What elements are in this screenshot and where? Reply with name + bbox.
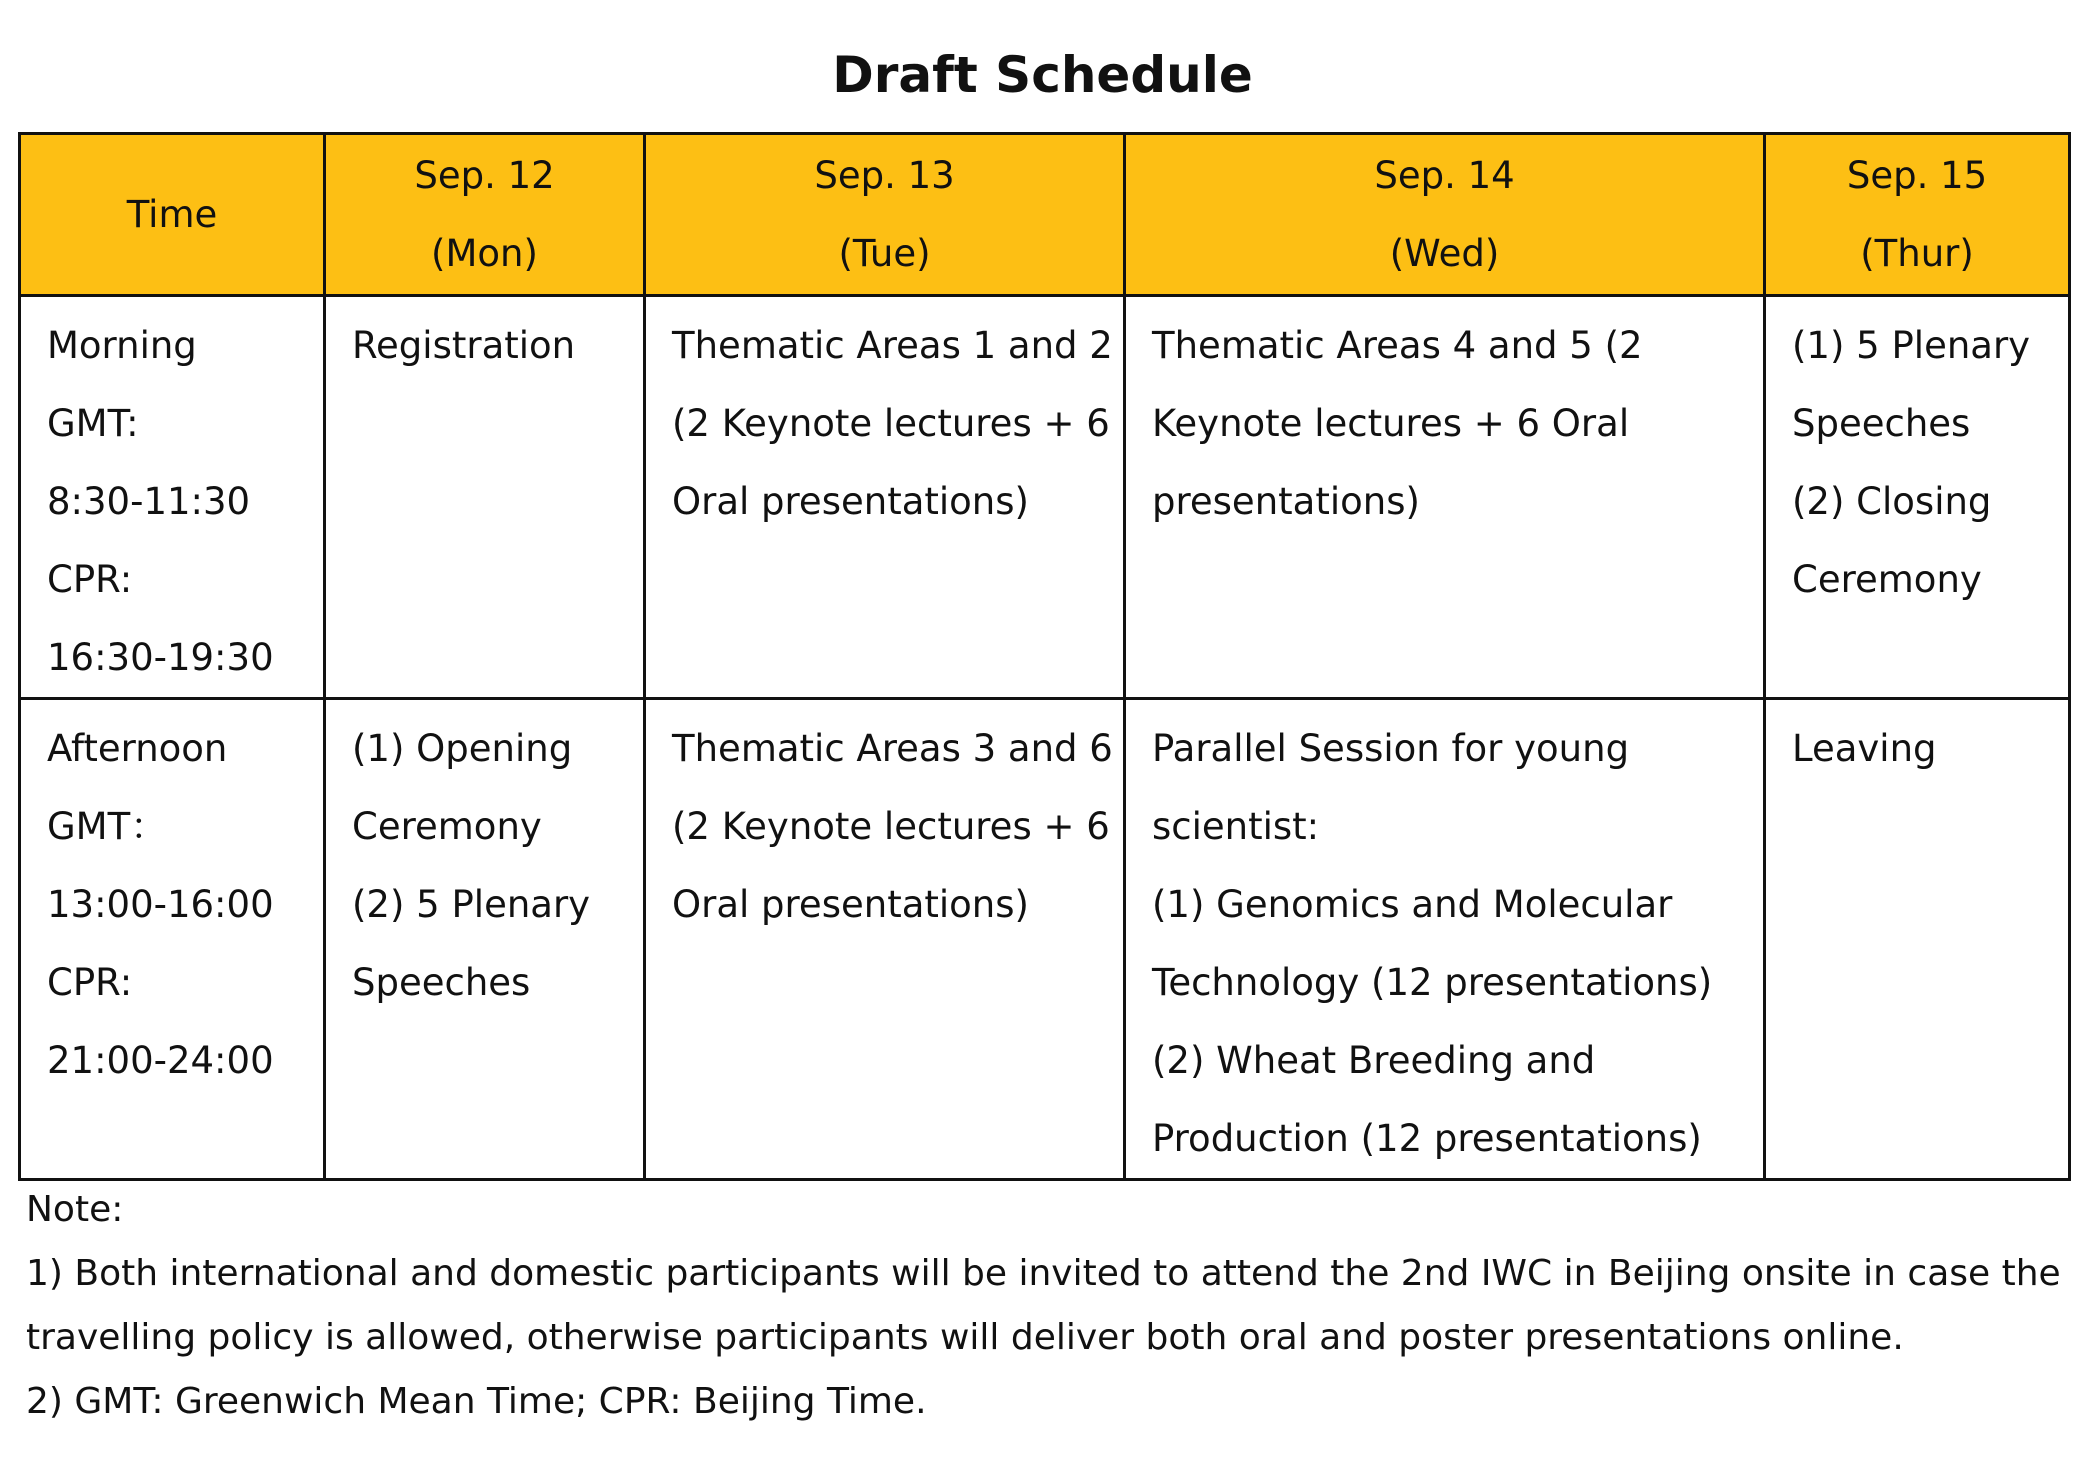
header-day-date: Sep. 13 — [814, 153, 955, 197]
note-line: travelling policy is allowed, otherwise participants will deliver both oral and poster presentations online. — [26, 1317, 1904, 1358]
cell-line: (1) Genomics and Molecular — [1152, 883, 1673, 926]
morning-sep13-cell — [645, 296, 1125, 699]
cell-line: (1) Opening — [352, 727, 573, 770]
header-day-date: Sep. 15 — [1846, 153, 1988, 197]
time-line: 8:30-11:30 — [47, 480, 251, 523]
afternoon-sep15-cell — [1765, 699, 2070, 1180]
cell-line: scientist: — [1152, 805, 1320, 848]
cell-line: Technology (12 presentations) — [1152, 961, 1713, 1004]
time-line: GMT： — [47, 805, 168, 848]
cell-line: Thematic Areas 1 and 2 — [672, 324, 1113, 367]
morning-sep14-cell — [1125, 296, 1765, 699]
morning-sep15-cell — [1765, 296, 2070, 699]
schedule-table — [18, 132, 2071, 1181]
header-day-date: Sep. 14 — [1374, 153, 1515, 197]
time-line: CPR: — [47, 961, 133, 1004]
header-day-4 — [1765, 134, 2070, 296]
cell-line: (2) Closing — [1792, 480, 1992, 523]
time-line: 13:00-16:00 — [47, 883, 274, 926]
header-day-3 — [1125, 134, 1765, 296]
cell-line: Production (12 presentations) — [1152, 1117, 1702, 1160]
cell-line: Thematic Areas 4 and 5 (2 — [1152, 324, 1643, 367]
cell-line: Speeches — [352, 961, 531, 1004]
cell-line: Speeches — [1792, 402, 1971, 445]
time-line: Morning — [47, 324, 197, 367]
cell-line: (2) 5 Plenary — [352, 883, 591, 926]
time-line: 21:00-24:00 — [47, 1039, 274, 1082]
header-time-label: Time — [126, 192, 218, 236]
cell-line: (2 Keynote lectures + 6 — [672, 805, 1110, 848]
table-header-row — [20, 134, 2070, 296]
header-day-weekday: (Mon) — [431, 231, 538, 275]
cell-line: Parallel Session for young — [1152, 727, 1630, 770]
header-day-weekday: (Wed) — [1389, 231, 1500, 275]
cell-line: Thematic Areas 3 and 6 — [672, 727, 1113, 770]
afternoon-sep12-cell — [325, 699, 645, 1180]
cell-line: (2) Wheat Breeding and — [1152, 1039, 1596, 1082]
cell-line: presentations) — [1152, 480, 1420, 523]
header-day-2 — [645, 134, 1125, 296]
time-line: 16:30-19:30 — [47, 636, 274, 679]
header-day-1 — [325, 134, 645, 296]
note-line: 1) Both international and domestic participants will be invited to attend the 2nd IWC in Beijing onsite in case the — [26, 1253, 2061, 1294]
afternoon-time-cell — [20, 699, 325, 1180]
cell-line: Ceremony — [1792, 558, 1982, 601]
afternoon-sep14-cell — [1125, 699, 1765, 1180]
time-line: GMT: — [47, 402, 139, 445]
table-row-morning — [20, 296, 2070, 699]
morning-sep12-cell — [325, 296, 645, 699]
morning-time-cell — [20, 296, 325, 699]
note-line: 2) GMT: Greenwich Mean Time; CPR: Beijing Time. — [26, 1381, 927, 1422]
header-day-date: Sep. 12 — [414, 153, 555, 197]
table-row-afternoon — [20, 699, 2070, 1180]
time-line: Afternoon — [47, 727, 228, 770]
notes-section — [26, 1178, 2061, 1434]
cell-line: Oral presentations) — [672, 480, 1029, 523]
afternoon-sep13-cell — [645, 699, 1125, 1180]
cell-line: (1) 5 Plenary — [1792, 324, 2031, 367]
cell-line: (2 Keynote lectures + 6 — [672, 402, 1110, 445]
cell-line: Oral presentations) — [672, 883, 1029, 926]
header-day-weekday: (Thur) — [1860, 231, 1974, 275]
time-line: CPR: — [47, 558, 133, 601]
header-time — [20, 134, 325, 296]
cell-line: Leaving — [1792, 727, 1937, 770]
notes-heading: Note: — [26, 1189, 124, 1230]
cell-line: Registration — [352, 324, 576, 367]
cell-line: Ceremony — [352, 805, 542, 848]
page-title: Draft Schedule — [832, 46, 1253, 104]
cell-line: Keynote lectures + 6 Oral — [1152, 402, 1630, 445]
header-day-weekday: (Tue) — [838, 231, 931, 275]
